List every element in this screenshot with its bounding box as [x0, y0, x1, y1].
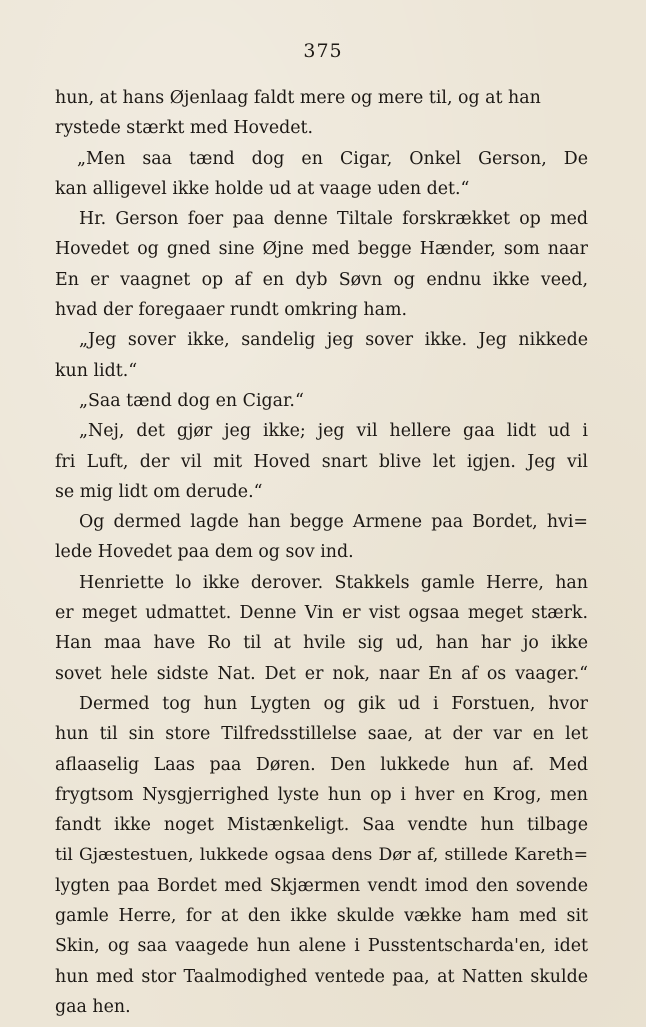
text-line: „Men saa tænd dog en Cigar, Onkel Gerson, De — [77, 148, 588, 169]
text-line: frygtsom Nysgjerrighed lyste hun op i hver en Krog, men — [55, 784, 588, 805]
text-line: Dermed tog hun Lygten og gik ud i Forstuen, hvor — [79, 693, 588, 714]
text-line: fri Luft, der vil mit Hoved snart blive let igjen. Jeg vil — [55, 451, 588, 472]
text-line: hun til sin store Tilfredsstillelse saae, at der var en let — [55, 724, 588, 745]
text-line: fandt ikke noget Mistænkeligt. Saa vendte hun tilbage — [55, 815, 588, 836]
text-line: „Saa tænd dog en Cigar.“ — [79, 390, 304, 411]
text-line: gamle Herre, for at den ikke skulde vække ham med sit — [55, 906, 588, 927]
text-line: er meget udmattet. Denne Vin er vist ogsaa meget stærk. — [55, 603, 588, 624]
text-line: hun med stor Taalmodighed ventede paa, at Natten skulde — [55, 966, 588, 987]
text-line: En er vaagnet op af en dyb Søvn og endnu ikke veed, — [55, 269, 588, 290]
text-line: Hovedet og gned sine Øjne med begge Hænder, som naar — [55, 239, 588, 260]
body-text — [55, 83, 588, 1022]
text-line: se mig lidt om derude.“ — [55, 481, 263, 502]
text-line: hun, at hans Øjenlaag faldt mere og mere til, og at han — [55, 88, 541, 108]
text-line: „Nej, det gjør jeg ikke; jeg vil hellere gaa lidt ud i — [79, 421, 588, 442]
text-line: Hr. Gerson foer paa denne Tiltale forskrækket op med — [79, 209, 588, 230]
text-line: rystede stærkt med Hovedet. — [55, 118, 314, 139]
text-line: „Jeg sover ikke, sandelig jeg sover ikke. Jeg nikkede — [79, 330, 588, 351]
text-line: kun lidt.“ — [55, 360, 138, 381]
text-line: sovet hele sidste Nat. Det er nok, naar En af os vaager.“ — [55, 663, 588, 684]
text-line: Og dermed lagde han begge Armene paa Bordet, hvi= — [79, 512, 588, 533]
text-line: til Gjæstestuen, lukkede ogsaa dens Dør af, stillede Kareth= — [55, 845, 588, 866]
text-line: Han maa have Ro til at hvile sig ud, han har jo ikke — [55, 633, 588, 654]
text-line: Henriette lo ikke derover. Stakkels gamle Herre, han — [79, 572, 588, 593]
page-number: 375 — [303, 40, 343, 62]
text-line: hvad der foregaaer rundt omkring ham. — [55, 300, 408, 321]
text-line: aflaaselig Laas paa Døren. Den lukkede hun af. Med — [55, 754, 588, 775]
text-line: lygten paa Bordet med Skjærmen vendt imod den sovende — [55, 875, 588, 896]
text-line: gaa hen. — [55, 996, 131, 1017]
text-line: lede Hovedet paa dem og sov ind. — [55, 542, 354, 563]
text-line: Skin, og saa vaagede hun alene i Pusstentscharda'en, idet — [55, 936, 588, 957]
text-line: kan alligevel ikke holde ud at vaage uden det.“ — [55, 178, 470, 199]
